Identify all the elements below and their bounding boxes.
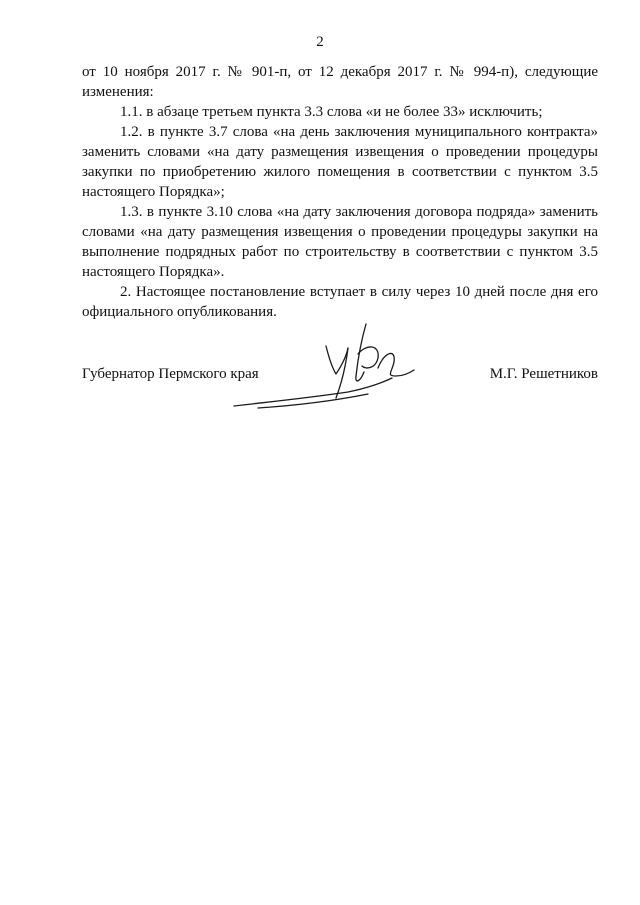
paragraph-intro: от 10 ноября 2017 г. № 901-п, от 12 декабря 2017 г. № 994-п), следующие изменения: [82,64,598,100]
paragraph-item-2: 2. Настоящее постановление вступает в силу через 10 дней после дня его официального опубликования. [82,284,598,320]
handwritten-signature [228,318,418,413]
page-number: 2 [316,34,324,50]
paragraph-item-1-3: 1.3. в пункте 3.10 слова «на дату заключения договора подряда» заменить словами «на дату размещения извещения о проведении процедуры закупки на выполнение подрядных работ по строительству в соответствии с пунктом 3.5 настоящего Порядка». [82,204,598,280]
document-body [82,62,598,322]
signatory-name: М.Г. Решетников [489,366,598,382]
paragraph-item-1-1: 1.1. в абзаце третьем пункта 3.3 слова «и не более 33» исключить; [120,104,543,120]
paragraph-item-1-2: 1.2. в пункте 3.7 слова «на день заключения муниципального контракта» заменить словами «на дату размещения извещения о проведении процедуры закупки по приобретению жилого помещения в соответствии с пунктом 3.5 настоящего Порядка»; [82,124,598,200]
signatory-title: Губернатор Пермского края [82,366,259,382]
